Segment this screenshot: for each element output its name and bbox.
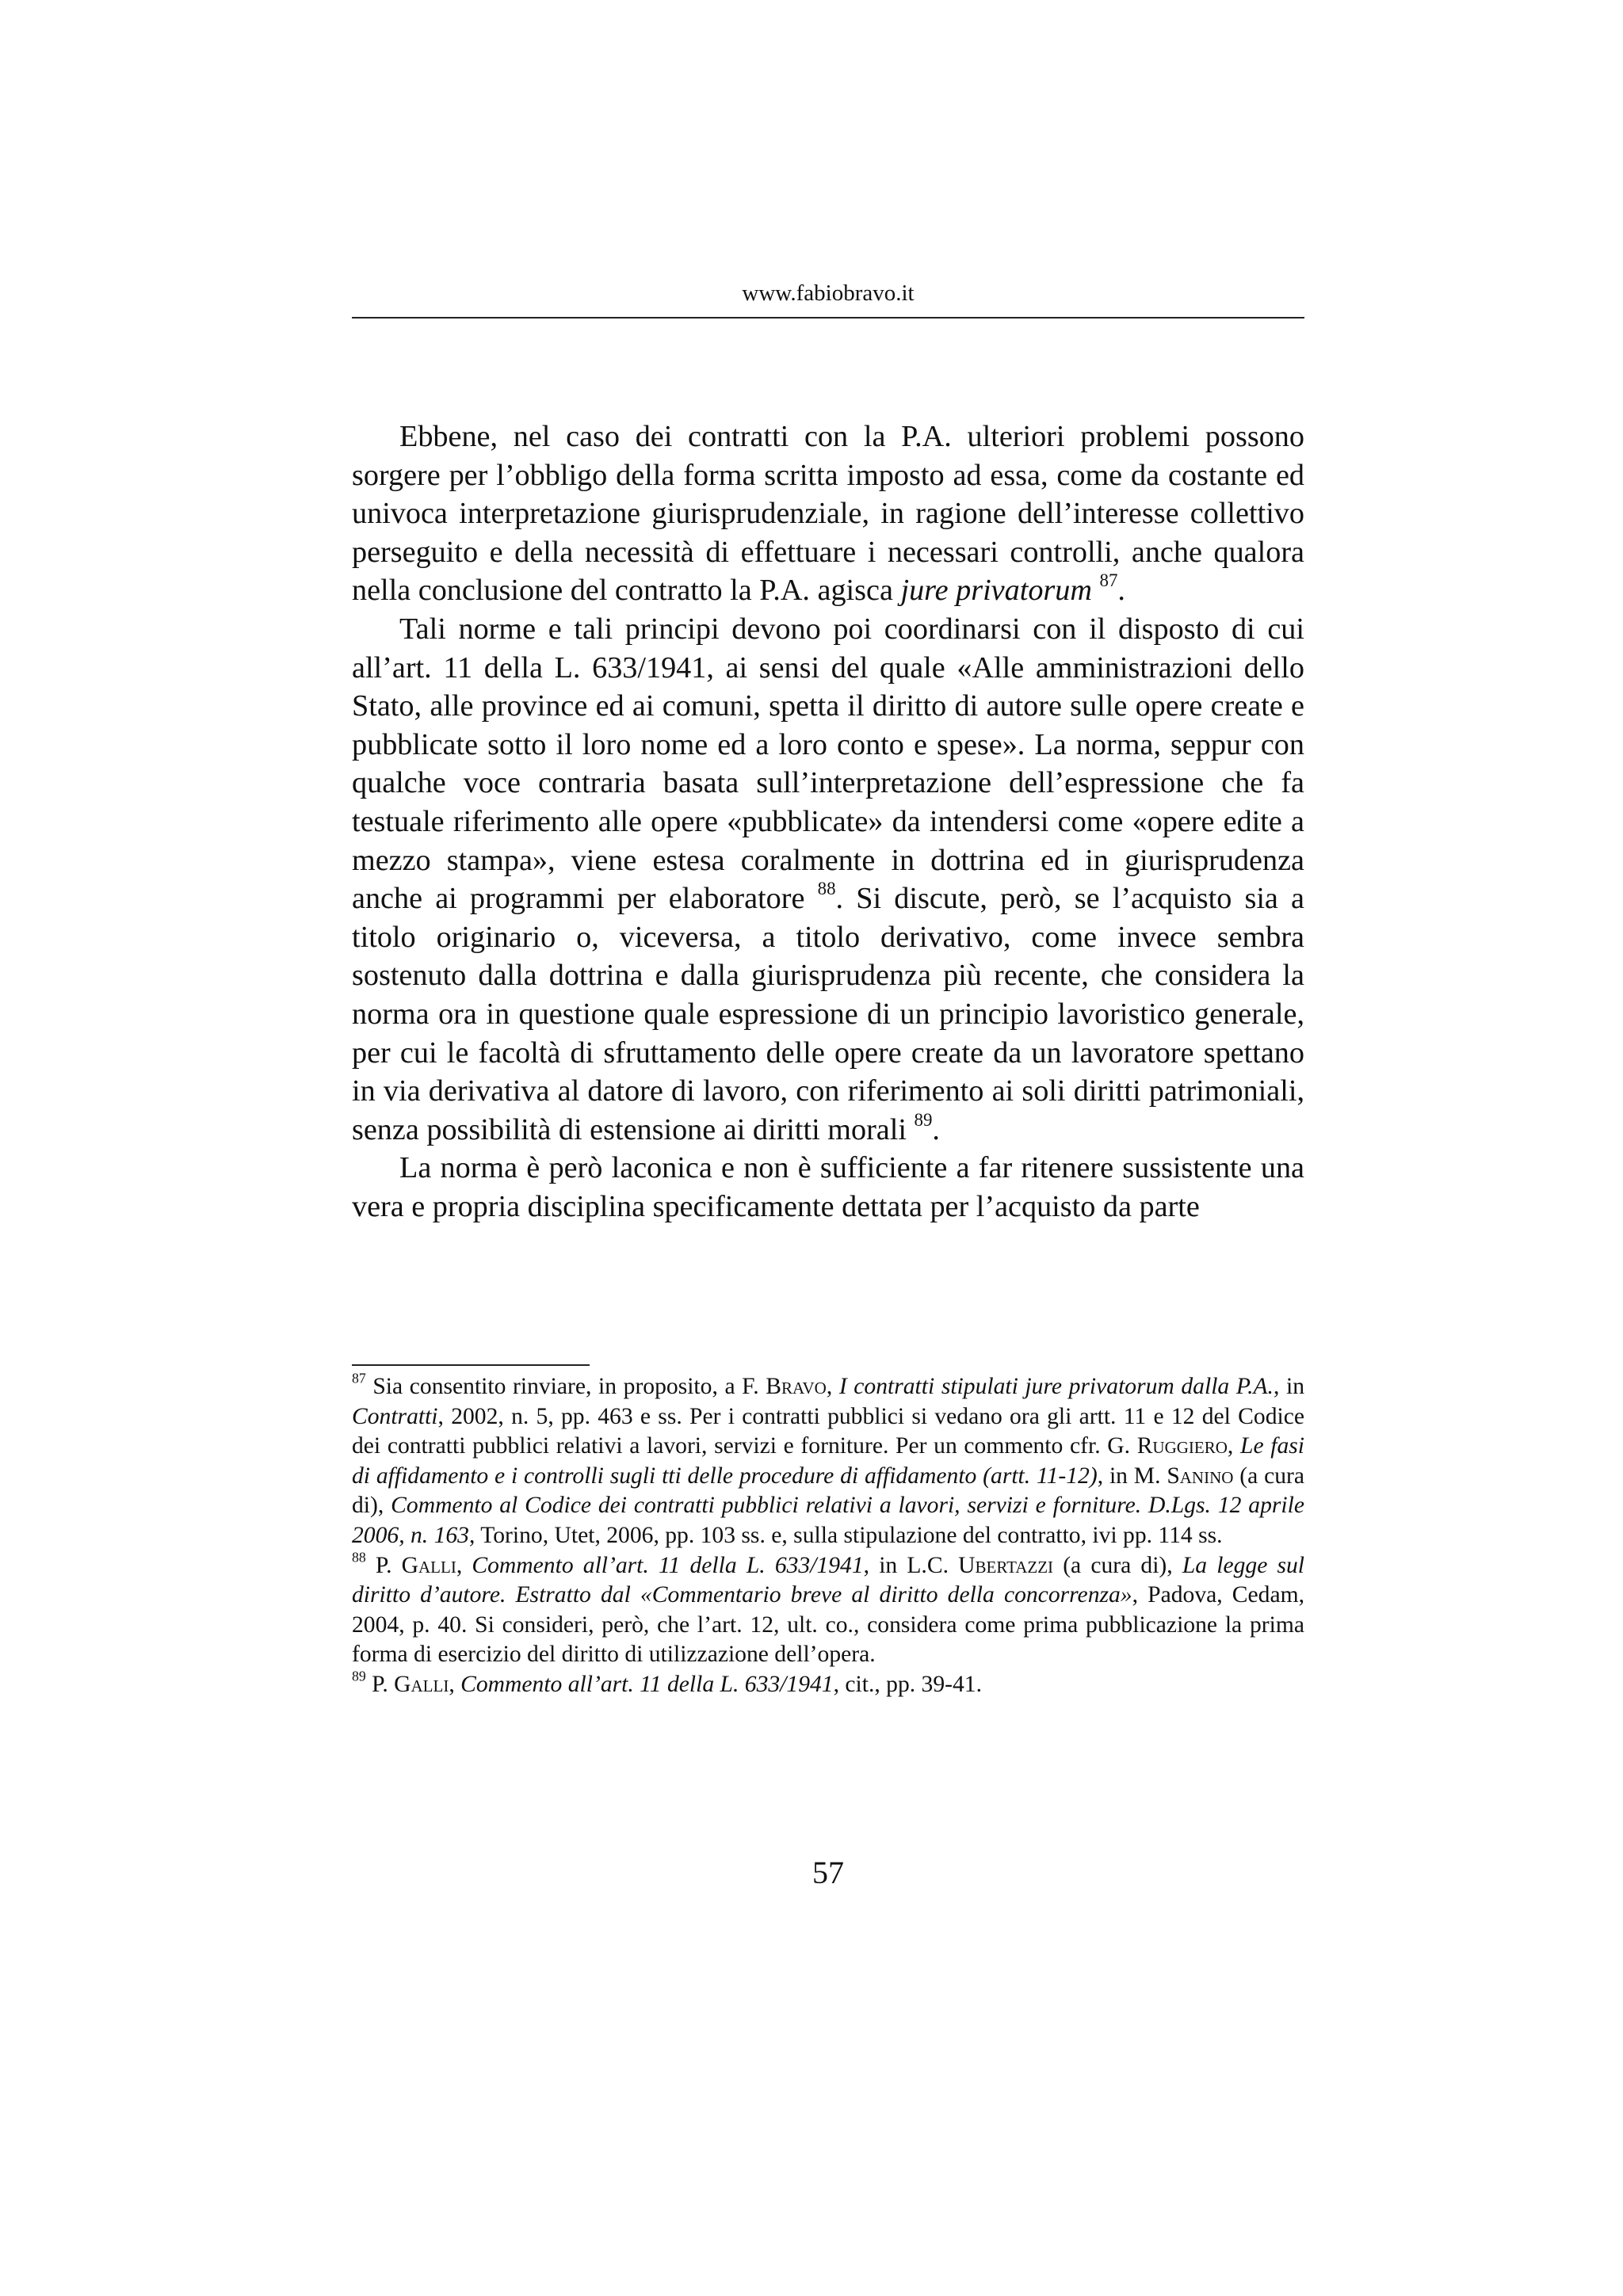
footnote-author: Ubertazzi [958,1552,1054,1578]
footnote-title: Le fasi di affidamento e i controlli sugli tti delle procedure di affidamento (artt. 11-12) [352,1433,1304,1489]
footnote-title: Commento all’art. 11 della L. 633/1941 [460,1671,834,1697]
footnote-author: Bravo [766,1374,827,1399]
footnote-text: , in M. [1097,1463,1167,1489]
body-text [352,418,1304,1226]
page-header [352,279,1304,318]
footnote-number: 87 [352,1370,366,1386]
footnote-journal: Contratti [352,1403,438,1429]
footnote-ref-88: 88 [817,878,836,898]
footnote-title: Commento al Codice dei contratti pubblici relativi a lavori, servizi e forniture. D.Lgs. 12 aprile 2006, n. 163 [352,1493,1304,1548]
footnote-number: 89 [352,1668,366,1684]
footnote-author: Galli [394,1671,449,1697]
footnote-text: , [449,1671,461,1697]
footnote-author: Ruggiero [1136,1433,1228,1459]
footnote-text: , cit., pp. 39-41. [833,1671,982,1697]
footnote-88 [352,1551,1304,1670]
paragraph-2-text-cont: . Si discute, però, se l’acquisto sia a titolo originario o, viceversa, a titolo derivativo, come invece sembra sostenuto dalla dottrina e dalla giurisprudenza più recente, che considera la norma ora in questione quale espressione di un principio lavoristico generale, per cui le facoltà di sfruttamento delle opere create da un lavoratore spettano in via derivativa al datore di lavoro, con riferimento ai soli diritti patrimoniali, senza possibilità di estensione ai diritti morali [352,882,1304,1146]
footnote-text: Sia consentito rinviare, in proposito, a F. [365,1374,766,1399]
paragraph-1-italic: jure privatorum [900,574,1092,608]
footnote-number: 88 [352,1549,366,1566]
footnotes [352,1372,1304,1700]
footnote-author: Sanino [1167,1463,1234,1489]
footnote-text: , in L.C. [863,1552,959,1578]
footnote-ref-87: 87 [1099,570,1118,591]
footnote-text: (a cura di), [352,1463,1304,1519]
paragraph-3 [352,1149,1304,1226]
footnote-separator [352,1364,590,1366]
footnote-text: , Padova, Cedam, 2004, p. 40. Si consideri, però, che l’art. 12, ult. co., considera come prima pubblicazione la prima forma di esercizio del diritto di utilizzazione dell’opera. [352,1582,1305,1668]
header-url: www.fabiobravo.it [742,280,915,306]
paragraph-1 [352,418,1304,610]
footnote-text: P. [365,1671,395,1697]
footnote-title: La legge sul diritto d’autore. Estratto dal «Commentario breve al diritto della concorrenza» [352,1552,1305,1608]
footnote-text: , Torino, Utet, 2006, pp. 103 ss. e, sulla stipulazione del contratto, ivi pp. 114 ss. [468,1522,1223,1548]
paragraph-2-end: . [932,1112,940,1146]
footnote-89 [352,1670,1304,1700]
footnote-text: , in [1273,1374,1304,1399]
footnote-ref-89: 89 [914,1109,933,1130]
footnote-author: Galli [401,1552,456,1578]
page-number: 57 [812,1855,844,1890]
footnote-text: , 2002, n. 5, pp. 463 e ss. Per i contratti pubblici si vedano ora gli artt. 11 e 12 del Codice dei contratti pubblici relativi a lavori, servizi e forniture. Per un commento cfr. G. [352,1403,1304,1459]
footnote-text: (a cura di), [1053,1552,1182,1578]
paragraph-3-text: La norma è però laconica e non è sufficiente a far ritenere sussistente una vera e propria disciplina specificamente dettata per l’acquisto da parte [352,1151,1304,1223]
footnote-text: , [826,1374,839,1399]
footnote-text: , [456,1552,472,1578]
footnote-title: Commento all’art. 11 della L. 633/1941 [472,1552,864,1578]
footnote-text: , [1227,1433,1240,1459]
footnote-text: P. [365,1552,402,1578]
footnote-title: I contratti stipulati jure privatorum dalla P.A. [838,1374,1274,1399]
paragraph-1-end: . [1117,574,1125,608]
paragraph-1-text: Ebbene, nel caso dei contratti con la P.A. ulteriori problemi possono sorgere per l’obbligo della forma scritta imposto ad essa, come da costante ed univoca interpretazione giurisprudenziale, in ragione dell’interesse collettivo perseguito e della necessità di effettuare i necessari controlli, anche qualora nella conclusione del contratto la P.A. agisca [352,420,1304,608]
paragraph-2 [352,610,1304,1149]
footnote-87 [352,1372,1304,1551]
paragraph-2-text: Tali norme e tali principi devono poi coordinarsi con il disposto di cui all’art. 11 della L. 633/1941, ai sensi del quale «Alle amministrazioni dello Stato, alle province ed ai comuni, spetta il diritto di autore sulle opere create e pubblicate sotto il loro nome ed a loro conto e spese». La norma, seppur con qualche voce contraria basata sull’interpretazione dell’espressione che fa testuale riferimento alle opere «pubblicate» da intendersi come «opere edite a mezzo stampa», viene estesa coralmente in dottrina ed in giurisprudenza anche ai programmi per elaboratore [352,612,1304,916]
